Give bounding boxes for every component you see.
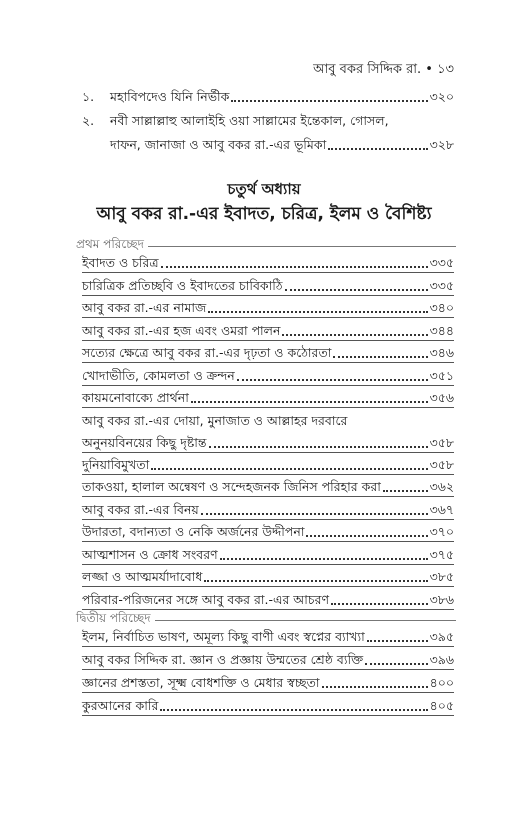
toc-entry-title: ইলম, নির্বাচিত ভাষণ, অমূল্য কিছু বাণী এবং স্বপ্নের ব্যাখ্যা <box>82 629 365 644</box>
toc-entry-title: ইবাদত ও চরিত্র <box>82 255 159 270</box>
toc-entry-title: লজ্জা ও আত্মমর্যাদাবোধ <box>82 569 203 584</box>
toc-entry-title: আবু বকর রা.-এর নামাজ <box>82 300 207 315</box>
toc-item-title-line1: নবী সাল্লাল্লাহু আলাইহি ওয়া সাল্লামের ইন্তেকাল, গোসল, <box>110 113 389 128</box>
toc-item-2 <box>82 112 454 154</box>
toc-entry-title: পরিবার-পরিজনের সঙ্গে আবু বকর রা.-এর আচরণ <box>82 591 330 607</box>
toc-entry <box>82 546 454 565</box>
toc-entry <box>82 456 454 475</box>
section-rule <box>148 246 456 247</box>
toc-entry-page: ৩৫১ <box>429 367 454 383</box>
item-number: ২. <box>82 113 95 128</box>
toc-entry <box>82 322 454 341</box>
toc-item-title-line2: দাফন, জানাজা ও আবু বকর রা.-এর ভূমিকা <box>110 137 327 152</box>
toc-entry-page: ৩৭০ <box>429 524 454 539</box>
leader-dots <box>282 322 427 336</box>
toc-entry <box>82 277 454 296</box>
toc-entry-title-line1: আবু বকর রা.-এর দোয়া, মুনাজাত ও আল্লাহর দরবারে <box>82 412 348 428</box>
leader-dots <box>285 277 428 291</box>
leader-dots <box>209 434 428 448</box>
toc-entry <box>82 697 454 716</box>
toc-entry-page: ৩৫৮ <box>429 434 454 450</box>
section-heading-1 <box>76 236 456 256</box>
section-heading-2 <box>76 610 456 630</box>
section-title: দ্বিতীয় পরিচ্ছেদ <box>76 611 151 625</box>
toc-entry-page: ৩৪০ <box>429 300 454 315</box>
toc-entry-page: ৩৪৪ <box>429 322 454 338</box>
toc-entry-title: দুনিয়াবিমুখতা <box>82 456 150 472</box>
toc-entry-title: চারিত্রিক প্রতিচ্ছবি ও ইবাদতের চাবিকাঠি <box>82 277 283 293</box>
toc-entry-page: ৩৮৬ <box>429 591 454 607</box>
leader-dots <box>160 697 427 711</box>
toc-item-title: মহাবিপদেও যিনি নির্ভীক <box>110 89 230 104</box>
toc-entry-title: আবু বকর রা.-এর বিনয় <box>82 501 199 517</box>
leader-dots <box>306 523 427 537</box>
leader-dots <box>322 674 428 688</box>
toc-entry-title: তাকওয়া, হালাল অন্বেষণ ও সন্দেহজনক জিনিস পরিহার করা <box>82 479 381 494</box>
section-rule <box>155 620 456 621</box>
toc-entry-page: ৩৯৬ <box>429 652 454 667</box>
toc-entry <box>82 254 454 273</box>
leader-dots <box>367 628 428 642</box>
toc-entry <box>82 501 454 520</box>
leader-dots <box>151 456 427 470</box>
toc-entry-page: ৩৭৫ <box>429 546 454 562</box>
toc-entry <box>82 299 454 318</box>
leader-dots <box>328 136 427 150</box>
toc-entry-page: ৩৬২ <box>429 479 454 494</box>
leader-dots <box>231 88 427 102</box>
toc-entry-page: ৪০৫ <box>429 698 454 713</box>
leader-dots <box>331 591 428 605</box>
toc-entry <box>82 367 454 386</box>
leader-dots <box>220 546 428 560</box>
toc-entry-title: কুরআনের কারি <box>82 698 159 713</box>
chapter-title: আবু বকর রা.-এর ইবাদত, চরিত্র, ইলম ও বৈশিষ্ট্য <box>96 204 432 224</box>
toc-item-page: ৩২৮ <box>429 137 454 152</box>
leader-dots <box>161 254 428 268</box>
leader-dots <box>383 478 428 492</box>
toc-entry <box>82 591 454 610</box>
toc-entry-page: ৩৪৬ <box>429 345 454 360</box>
toc-item-1 <box>82 88 454 106</box>
toc-entry-title: উদারতা, বদান্যতা ও নেকি অর্জনের উদ্দীপনা <box>82 524 305 539</box>
toc-entry-title: আত্মশাসন ও ক্রোধ সংবরণ <box>82 546 218 562</box>
toc-entry <box>82 568 454 587</box>
toc-entry-title: অনুনয়বিনয়ের কিছু দৃষ্টান্ত <box>82 434 207 450</box>
leader-dots <box>191 389 428 403</box>
toc-entry-page: ৩৮৫ <box>429 569 454 584</box>
toc-entry-page: ৪০০ <box>429 675 454 690</box>
toc-entry-title: আবু বকর রা.-এর হজ এবং ওমরা পালন <box>82 322 281 338</box>
running-header: আবু বকর সিদ্দিক রা. • ১৩ <box>313 62 454 77</box>
chapter-label: চতুর্থ অধ্যায় <box>227 180 301 198</box>
toc-entry <box>82 344 454 363</box>
toc-entry-title: কায়মনোবাক্যে প্রার্থনা <box>82 390 189 405</box>
toc-entry <box>82 523 454 542</box>
leader-dots <box>333 344 427 358</box>
toc-entry <box>82 628 454 647</box>
toc-entry-page: ৩৯৫ <box>429 629 454 644</box>
section-title: প্রথম পরিচ্ছেদ <box>76 237 144 251</box>
toc-entry <box>82 389 454 408</box>
toc-entry-title: জ্ঞানের প্রশস্ততা, সূক্ষ্ম বোধশক্তি ও মেধার স্বচ্ছতা <box>82 675 320 690</box>
toc-entry <box>82 651 454 670</box>
toc-entry <box>82 674 454 693</box>
toc-entry-page: ৩৩৫ <box>429 277 454 293</box>
toc-entry <box>82 434 454 453</box>
toc-item-page: ৩২০ <box>429 89 454 104</box>
leader-dots <box>237 367 428 381</box>
toc-entry-page: ৩৫৮ <box>429 456 454 472</box>
toc-entry-title: আবু বকর সিদ্দিক রা. জ্ঞান ও প্রজ্ঞায় উম্মতের শ্রেষ্ঠ ব্যক্তি <box>82 652 364 667</box>
toc-entry-line1 <box>82 412 454 430</box>
toc-entry-page: ৩৬৭ <box>429 501 454 517</box>
leader-dots <box>201 501 428 515</box>
toc-entry-title: সত্যের ক্ষেত্রে আবু বকর রা.-এর দৃঢ়তা ও কঠোরতা <box>82 345 332 360</box>
item-number: ১. <box>82 89 95 104</box>
toc-entry-title: খোদাভীতি, কোমলতা ও ক্রন্দন <box>82 367 235 383</box>
toc-entry-page: ৩৫৬ <box>429 390 454 405</box>
leader-dots <box>208 299 427 313</box>
leader-dots <box>365 651 427 665</box>
toc-entry-page: ৩৩৫ <box>429 255 454 270</box>
toc-entry <box>82 478 454 497</box>
leader-dots <box>204 568 427 582</box>
